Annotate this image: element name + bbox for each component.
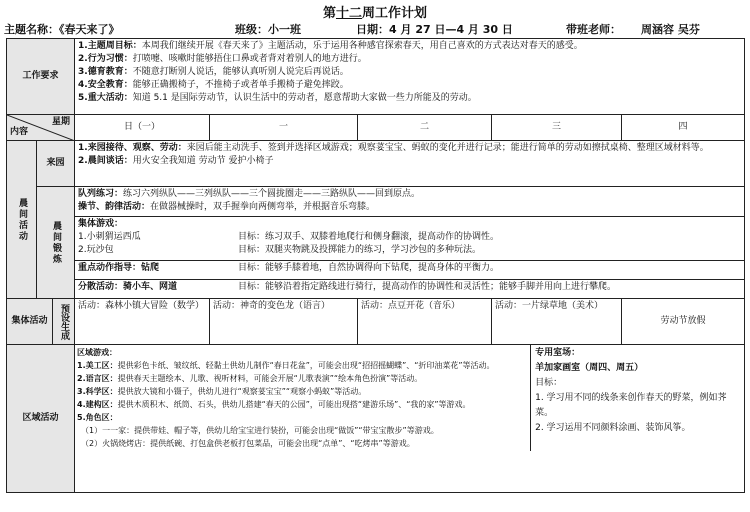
day-header: 一: [210, 115, 358, 141]
corner-content-label: 内容: [10, 127, 29, 137]
group-games-row: [7, 217, 745, 261]
morning-exercise-label: 晨间锻炼: [37, 187, 75, 299]
group-games-content: [75, 217, 745, 261]
work-requirements-content: [75, 39, 745, 115]
day-header: 三: [492, 115, 622, 141]
arrive-item: 1.来园接待、观察、劳动：来园后能主动洗手、签到并选择区域游戏；观察荽宝宝、蚂蚁的变化并进行记录；能进行简单的劳动如擦拭桌椅、整理区域材料等。: [78, 143, 709, 153]
preset-generate-label: 预设生成: [53, 299, 75, 345]
group-activity-cell: 活动：神奇的变色龙（语言）: [210, 299, 358, 345]
title-suffix: 周工作计划: [362, 6, 428, 21]
plan-table: [6, 38, 745, 493]
title-prefix: 第: [322, 6, 336, 21]
group-activity-row: [7, 299, 745, 345]
arrive-label: 来园: [37, 141, 75, 187]
work-item: 2.行为习惯：打喷嚏、咳嗽时能够捂住口鼻或者背对着别人的地方进行。: [78, 54, 367, 64]
work-requirements-row: [7, 39, 745, 115]
special-goal-item: 1. 学习用不同的线条来创作春天的野菜，例如荠菜。: [535, 393, 727, 418]
group-activity-cell: 活动：一片绿草地（美术）: [492, 299, 622, 345]
title-week-number: 十二: [335, 6, 362, 21]
header-info-row: [0, 21, 750, 37]
area-activity-row: [7, 345, 745, 493]
arrive-item: 2.晨间谈话：用火安全我知道 劳动节 爱护小椅子: [78, 156, 274, 166]
day-header: 日（一）: [75, 115, 210, 141]
work-item: 4.安全教育：能够正确搬椅子，不推椅子或者单手搬椅子避免摔跤。: [78, 80, 349, 90]
group-activity-cell: 活动：点豆开花（音乐）: [358, 299, 492, 345]
theme-name: 主题名称：《春天来了》: [4, 23, 120, 36]
arrive-content: [75, 141, 745, 187]
area-item: 5.角色区：: [77, 413, 118, 422]
special-room-title: 专用室场：: [535, 348, 581, 358]
area-item: （2）火锅烧烤店：提供纸碗、打包盒供老板打包菜品，可能会出现“点单”、“吃烤串”等游戏。: [81, 439, 415, 448]
area-games-title: 区域游戏：: [77, 348, 118, 357]
teacher-label: 带班老师：: [566, 23, 621, 36]
date-range: 日期：4 月 27 日—4 月 30 日: [356, 23, 513, 36]
area-item: 4.建构区：提供木质积木、纸筒、石头，供幼儿搭建“春天的公园”，可能出现搭“建游乐场”、“我的家”等游戏。: [77, 400, 471, 409]
week-corner-cell: [7, 115, 75, 141]
group-activity-cell: 活动：森林小镇大冒险（数学）: [75, 299, 210, 345]
area-activity-content: [75, 345, 745, 493]
special-room: [530, 345, 744, 451]
split-activity-row: [7, 280, 745, 299]
special-goal-item: 2. 学习运用不同颜料涂画、装饰风筝。: [535, 423, 691, 433]
day-header: 二: [358, 115, 492, 141]
special-room-name: 羊加家画室（周四、周五）: [535, 363, 644, 373]
teacher-names: 周涵容 吴芬: [641, 23, 700, 36]
page-title: [0, 2, 750, 21]
area-item: （1）一一家：提供带娃、帽子等，供幼儿给宝宝进行装扮，可能会出现“做饭”“带宝宝散步”等游戏。: [81, 426, 439, 435]
key-action-content: 重点动作指导：钻爬 目标：能够手膝着地，自然协调得向下钻爬，提高身体的平衡力。: [75, 261, 745, 280]
group-games-title: 集体游戏：: [78, 219, 124, 229]
work-item: 5.重大活动：知道 5.1 是国际劳动节，认识生活中的劳动者，愿意帮助大家做一些力所能及的劳动。: [78, 93, 477, 103]
day-header: 四: [622, 115, 745, 141]
group-activity-label: 集体活动: [7, 299, 53, 345]
queue-row: [7, 187, 745, 217]
work-item: 3.德育教育：不随意打断别人说话，能够认真听别人说完后再说话。: [78, 67, 349, 77]
arrive-row: [7, 141, 745, 187]
area-item: 3.科学区：提供放大镜和小镊子，供幼儿进行“观察荽宝宝”“观察小蚂蚁”等活动。: [77, 387, 367, 396]
work-item: 1.主题周目标：本周我们继续开展《春天来了》主题活动，乐于运用各种感官探索春天，用自己喜欢的方式表达对春天的感受。: [78, 41, 583, 51]
game-item: 1.小刺猬运西瓜 目标：练习双手、双膝着地爬行和侧身翻滚，提高动作的协调性。: [78, 232, 500, 242]
corner-weekday-label: 星期: [52, 117, 71, 127]
area-item: 1.美工区：提供彩色卡纸、皱纹纸、轻黏土供幼儿制作“春日花盆”，可能会出现“招招摇蝴蝶”、“折印油菜花”等活动。: [77, 361, 495, 370]
special-goal-label: 目标：: [535, 378, 563, 388]
game-item: 2.玩沙包 目标：双腿夹物跳及投掷能力的练习，学习沙包的多种玩法。: [78, 245, 482, 255]
week-header-row: [7, 115, 745, 141]
class-name: 班级：小一班: [235, 23, 301, 36]
split-activity-content: 分散活动：骑小车、网道 目标：能够沿着指定路线进行骑行，提高动作的协调性和灵活性；能够手脚并用向上进行攀爬。: [75, 280, 745, 299]
morning-activity-label: 晨间活动: [7, 141, 37, 299]
area-item: 2.语言区：提供春天主题绘本、儿歌、视听材料，可能会开展“儿歌表演”“绘本角色扮演”等活动。: [77, 374, 423, 383]
area-games: [75, 345, 530, 451]
group-activity-cell: 劳动节放假: [622, 299, 745, 345]
key-action-row: [7, 261, 745, 280]
work-requirements-label: 工作要求: [7, 39, 75, 115]
queue-content: 队列练习：练习六列纵队——三列纵队——三个圆拢圈走——三路纵队——回到原点。 操节、韵律活动：在做器械操时，双手握拳向两侧弯举，并根据音乐弯膝。: [75, 187, 745, 217]
area-activity-label: 区域活动: [7, 345, 75, 493]
